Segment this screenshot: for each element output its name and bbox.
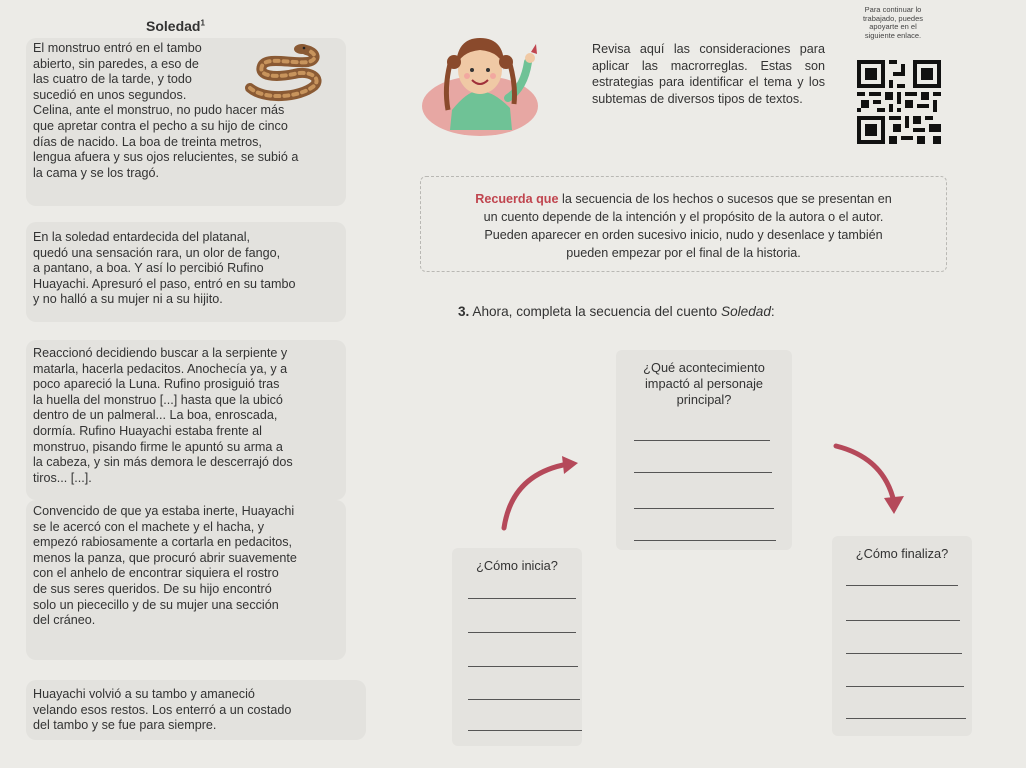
arrow-to-middle-icon bbox=[498, 452, 588, 532]
reminder-box bbox=[420, 176, 947, 272]
end-card bbox=[832, 536, 972, 736]
middle-answer-line-1[interactable] bbox=[634, 440, 770, 441]
end-answer-line-4[interactable] bbox=[846, 686, 964, 687]
story-paragraph-3: Reaccionó decidiendo buscar a la serpiente y matarla, hacerla pedacitos. Anochecía ya, y a poco apareció la Luna. Rufino prosiguió tras la huella del monstruo [...] hasta que la ubicó dentro de un palmeral... La boa, enroscada, dormía. Rufino Huayachi estaba frente al monstruo, pisando firme le apuntó su arma a la cabeza, y sin más demora le descerrajó dos tiros... [...]. bbox=[33, 346, 293, 485]
start-answer-line-4[interactable] bbox=[468, 699, 580, 700]
story-paragraph-4: Convencido de que ya estaba inerte, Huayachi se le acercó con el machete y el hacha, y empezó rabiosamente a cortarla en pedacitos, menos la panza, que procuró abrir suavemente con el anhelo de encontrar siquiera el rostro de sus seres queridos. De su hijo encontró solo un piececillo y de su mujer una sección del cráneo. bbox=[33, 504, 297, 628]
intro-text: Revisa aquí las consideraciones para aplicar las macrorreglas. Estas son estrategias para identificar el tema y los subtemas de diversos tipos de textos. bbox=[592, 42, 825, 107]
start-answer-line-1[interactable] bbox=[468, 598, 576, 599]
middle-answer-line-3[interactable] bbox=[634, 508, 774, 509]
start-question: ¿Cómo inicia? bbox=[476, 558, 558, 573]
end-answer-line-2[interactable] bbox=[846, 620, 960, 621]
middle-answer-line-2[interactable] bbox=[634, 472, 772, 473]
reminder-line-2: un cuento depende de la intención y el propósito de la autora o el autor. bbox=[483, 210, 884, 224]
middle-event-question: ¿Qué acontecimiento impactó al personaje principal? bbox=[643, 360, 765, 407]
story-title: Soledad$^1$ bbox=[146, 18, 205, 34]
start-answer-line-2[interactable] bbox=[468, 632, 576, 633]
activity-instruction: 3. Ahora, completa la secuencia del cuento Soledad: bbox=[458, 304, 775, 319]
arrow-to-end-icon bbox=[830, 440, 910, 520]
student-girl-illustration bbox=[420, 18, 550, 136]
middle-answer-line-4[interactable] bbox=[634, 540, 776, 541]
story-paragraph-1: El monstruo entró en el tambo abierto, sin paredes, a eso de las cuatro de la tarde, y todo sucedió en unos segundos. Celina, ante el monstruo, no pudo hacer más que apretar contra el pecho a su hijo de cinco días de nacido. La boa de treinta metros, lengua afuera y sus ojos relucientes, se subió a la cama y se los tragó. bbox=[33, 41, 299, 180]
end-answer-line-1[interactable] bbox=[846, 585, 958, 586]
story-paragraph-2: En la soledad entardecida del platanal, quedó una sensación rara, un olor de fango, a pantano, a boa. Y así lo percibió Rufino Huayachi. Apresuró el paso, entró en su tambo y no halló a su mujer ni a su hijito. bbox=[33, 230, 296, 307]
start-answer-line-3[interactable] bbox=[468, 666, 578, 667]
end-question: ¿Cómo finaliza? bbox=[855, 546, 949, 561]
qr-code[interactable] bbox=[857, 60, 941, 144]
reminder-line-3: Pueden aparecer en orden sucesivo inicio, nudo y desenlace y también bbox=[484, 228, 883, 242]
end-answer-line-3[interactable] bbox=[846, 653, 962, 654]
start-card bbox=[452, 548, 582, 746]
qr-caption: Para continuar lo trabajado, puedes apoyarte en el siguiente enlace. bbox=[862, 5, 924, 40]
story-paragraph-5: Huayachi volvió a su tambo y amaneció velando esos restos. Los enterró a un costado del tambo y se fue para siempre. bbox=[33, 687, 292, 733]
end-answer-line-5[interactable] bbox=[846, 718, 966, 719]
reminder-line-4: pueden empezar por el final de la historia. bbox=[566, 246, 801, 260]
start-answer-line-5[interactable] bbox=[468, 730, 582, 731]
boa-snake-icon bbox=[244, 40, 324, 102]
reminder-line-1: Recuerda que la secuencia de los hechos o sucesos que se presentan en bbox=[475, 192, 892, 206]
